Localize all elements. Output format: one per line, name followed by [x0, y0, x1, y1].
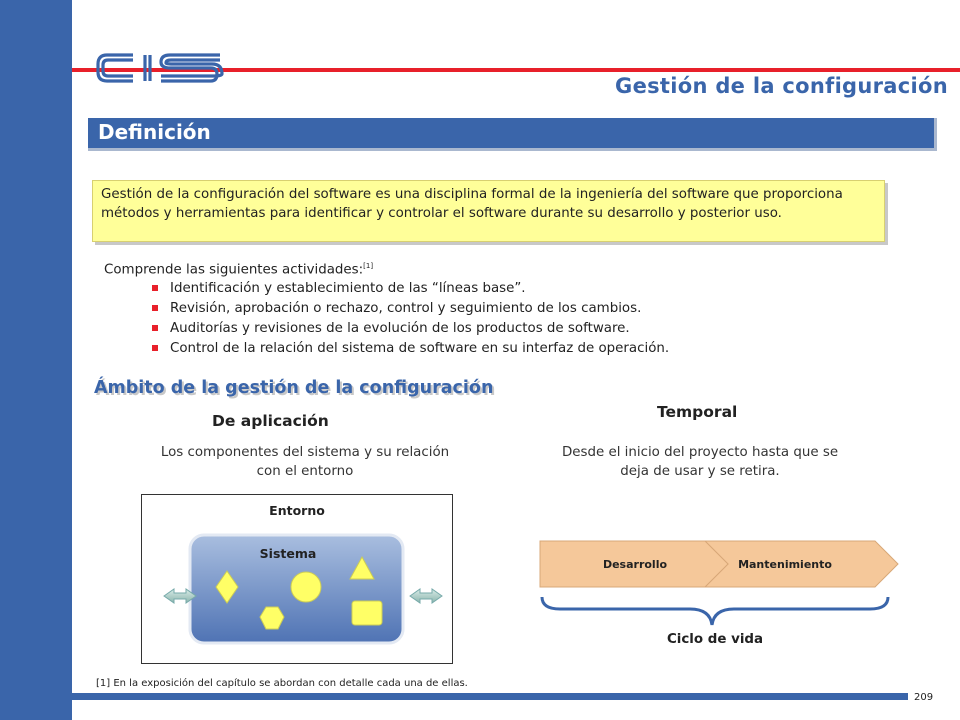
temporal-scope-description: Desde el inicio del proyecto hasta que se deja de usar y se retira.: [561, 445, 839, 479]
maintenance-label: Mantenimiento: [738, 558, 832, 571]
definition-heading: Definición: [98, 120, 211, 144]
list-item: [152, 279, 669, 299]
bullet-icon: [152, 305, 158, 311]
development-label: Desarrollo: [602, 558, 668, 571]
definition-heading-bar: [88, 118, 937, 151]
footnote: [1] En la exposición del capítulo se abordan con detalle cada una de ellas.: [96, 678, 468, 689]
activity-text: Identificación y establecimiento de las “líneas base”.: [170, 281, 526, 296]
system-diagram: [142, 495, 452, 663]
activities-intro: [104, 262, 373, 277]
right-double-arrow-icon: [410, 589, 442, 603]
temporal-scope-title: Temporal: [657, 403, 738, 421]
lifecycle-label: Ciclo de vida: [666, 632, 764, 647]
environment-diagram: [141, 494, 453, 664]
list-item: [152, 299, 669, 319]
activity-text: Control de la relación del sistema de software en su interfaz de operación.: [170, 341, 670, 356]
slide-title: Gestión de la configuración: [615, 74, 948, 98]
activities-intro-text: Comprende las siguientes actividades:: [104, 262, 364, 278]
application-scope-title: De aplicación: [212, 412, 329, 430]
circle-shape: [291, 572, 321, 602]
bullet-icon: [152, 345, 158, 351]
left-sidebar-band: [0, 0, 72, 720]
application-scope-description: Los componentes del sistema y su relación con el entorno: [160, 445, 450, 479]
scope-heading: Ámbito de la gestión de la configuración: [94, 378, 494, 398]
lifecycle-brace: [542, 597, 888, 625]
bullet-icon: [152, 285, 158, 291]
page-number: 209: [914, 692, 934, 703]
list-item: [152, 339, 669, 359]
lifecycle-diagram: [530, 535, 910, 635]
activity-text: Auditorías y revisiones de la evolución de los productos de software.: [170, 321, 630, 336]
bullet-icon: [152, 325, 158, 331]
activity-text: Revisión, aprobación o rechazo, control y seguimiento de los cambios.: [170, 301, 642, 316]
cis-logo: [95, 50, 225, 86]
definition-text-box: [92, 180, 885, 242]
square-shape: [352, 601, 382, 625]
activities-list: [152, 279, 669, 359]
system-label: Sistema: [259, 546, 317, 561]
definition-text: Gestión de la configuración del software es una disciplina formal de la ingeniería del software que proporciona métodos y herramientas para identificar y controlar el software durante su desarrollo y posterior uso.: [101, 187, 843, 221]
activities-footnote-ref: [1]: [363, 262, 374, 270]
list-item: [152, 319, 669, 339]
footer-divider: [72, 693, 908, 700]
environment-label: Entorno: [269, 503, 325, 518]
